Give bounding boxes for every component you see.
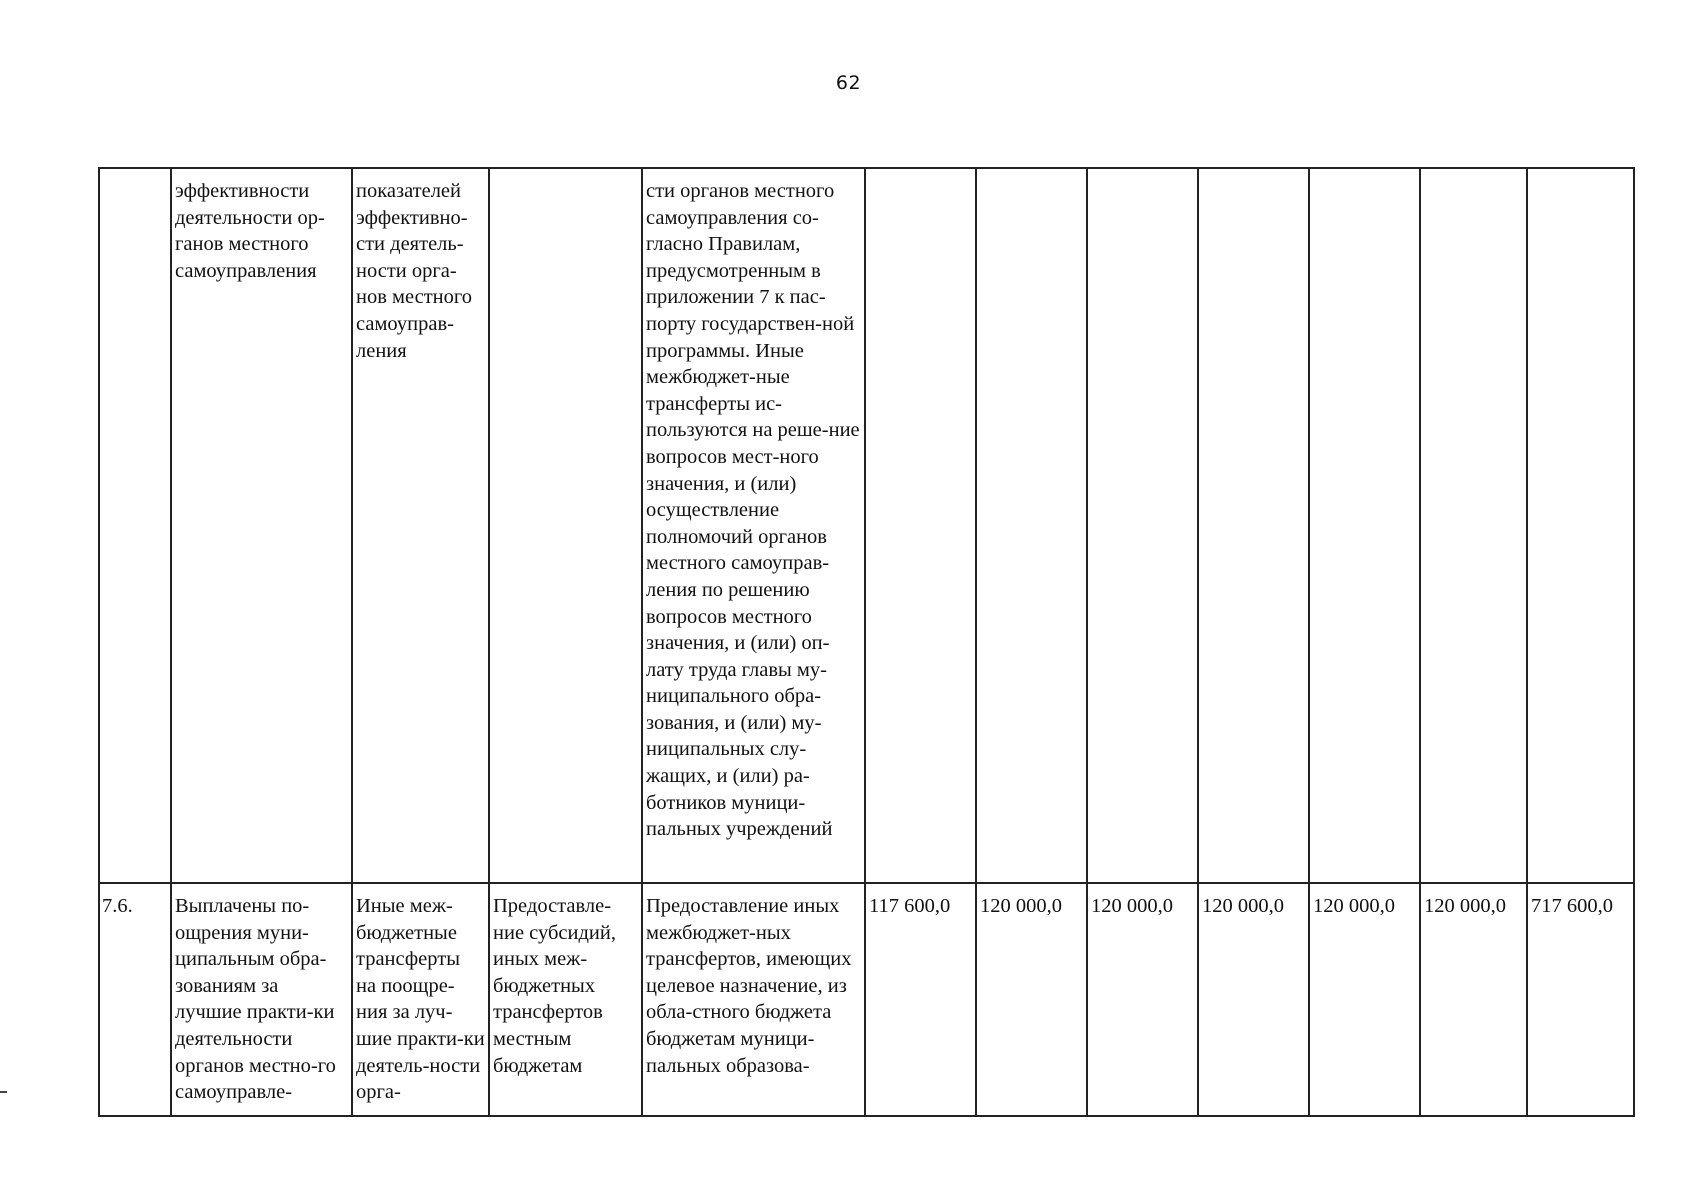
cell-indicator-name: эффективности деятельности ор-ганов местного самоуправления — [171, 168, 352, 883]
cell-amount-year-2 — [976, 168, 1087, 883]
cell-item-number: 7.6. — [99, 883, 171, 1116]
cell-indicator-type: показателей эффективно-сти деятель-ности орга-нов местного самоуправ-ления — [352, 168, 489, 883]
cell-amount-year-5: 120 000,0 — [1309, 883, 1420, 1116]
cell-amount-year-3 — [1087, 168, 1198, 883]
table-row-continuation — [99, 168, 1634, 883]
cell-indicator-type: Иные меж-бюджетные трансферты на поощре-ния за луч-шие практи-ки деятель-ности орга- — [352, 883, 489, 1116]
program-measures-table — [98, 167, 1635, 1117]
cell-mechanism — [489, 168, 642, 883]
cell-description: сти органов местного самоуправления со-гласно Правилам, предусмотренным в приложении 7 к пас-порту государствен-ной программы. Иные межбюджет-ные трансферты ис-пользуются на реше-ние вопросов мест-ного значения, и (или) осуществление полномочий органов местного самоуправ-ления по решению вопросов местного значения, и (или) оп-лату труда главы му-ниципального обра-зования, и (или) му-ниципальных слу-жащих, и (или) ра-ботников муници-пальных учреждений — [642, 168, 865, 883]
cell-amount-year-4: 120 000,0 — [1198, 883, 1309, 1116]
cell-amount-year-2: 120 000,0 — [976, 883, 1087, 1116]
scan-edge-mark — [0, 1091, 7, 1093]
cell-amount-year-5 — [1309, 168, 1420, 883]
cell-amount-total — [1527, 168, 1634, 883]
table-row-7-6 — [99, 883, 1634, 1116]
cell-amount-year-6: 120 000,0 — [1420, 883, 1527, 1116]
cell-amount-year-1 — [865, 168, 976, 883]
cell-amount-year-1: 117 600,0 — [865, 883, 976, 1116]
cell-mechanism: Предоставле-ние субсидий, иных меж-бюджетных трансфертов местным бюджетам — [489, 883, 642, 1116]
cell-description: Предоставление иных межбюджет-ных трансфертов, имеющих целевое назначение, из обла-стного бюджета бюджетам муници-пальных образова- — [642, 883, 865, 1116]
page-number: 62 — [835, 72, 862, 94]
cell-amount-year-3: 120 000,0 — [1087, 883, 1198, 1116]
cell-item-number — [99, 168, 171, 883]
cell-indicator-name: Выплачены по-ощрения муни-ципальным обра-зованиям за лучшие практи-ки деятельности органов местно-го самоуправле- — [171, 883, 352, 1116]
cell-amount-total: 717 600,0 — [1527, 883, 1634, 1116]
cell-amount-year-6 — [1420, 168, 1527, 883]
cell-amount-year-4 — [1198, 168, 1309, 883]
